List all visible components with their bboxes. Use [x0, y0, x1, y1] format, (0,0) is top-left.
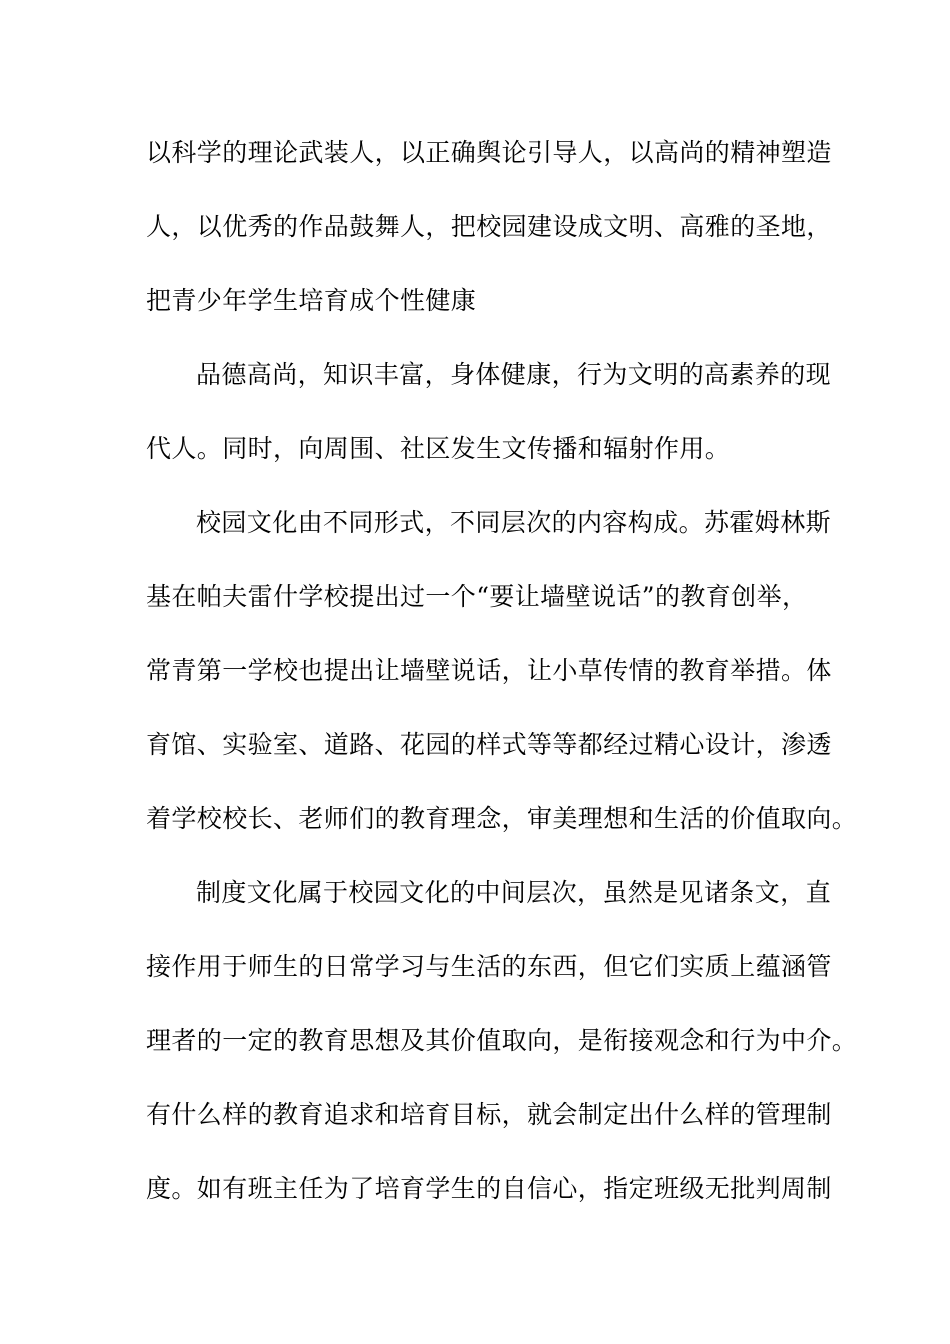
text-line: 有什么样的教育追求和培育目标，就会制定出什么样的管理制 [146, 1100, 832, 1129]
text-line: 理者的一定的教育思想及其价值取向，是衔接观念和行为中介。 [146, 1026, 858, 1055]
text-line: 基在帕夫雷什学校提出过一个“要让墙壁说话”的教育创举， [146, 582, 808, 611]
text-line: 常青第一学校也提出让墙壁说话，让小草传情的教育举措。体 [146, 656, 832, 685]
paragraph-first-line: 校园文化由不同形式，不同层次的内容构成。苏霍姆林斯 [196, 508, 832, 537]
paragraph-first-line: 制度文化属于校园文化的中间层次，虽然是见诸条文，直 [196, 878, 832, 907]
text-line: 把青少年学生培育成个性健康 [146, 286, 477, 315]
document-body [146, 128, 858, 1238]
paragraph-first-line: 品德高尚，知识丰富，身体健康，行为文明的高素养的现 [196, 360, 832, 389]
text-line: 着学校校长、老师们的教育理念，审美理想和生活的价值取向。 [146, 804, 858, 833]
text-line: 人，以优秀的作品鼓舞人，把校园建设成文明、高雅的圣地， [146, 212, 832, 241]
text-line: 育馆、实验室、道路、花园的样式等等都经过精心设计，渗透 [146, 730, 832, 759]
text-line: 度。如有班主任为了培育学生的自信心，指定班级无批判周制 [146, 1174, 832, 1203]
text-line: 接作用于师生的日常学习与生活的东西，但它们实质上蕴涵管 [146, 952, 832, 981]
text-line: 以科学的理论武装人，以正确舆论引导人，以高尚的精神塑造 [146, 138, 832, 167]
text-line: 代人。同时，向周围、社区发生文传播和辐射作用。 [146, 434, 731, 463]
